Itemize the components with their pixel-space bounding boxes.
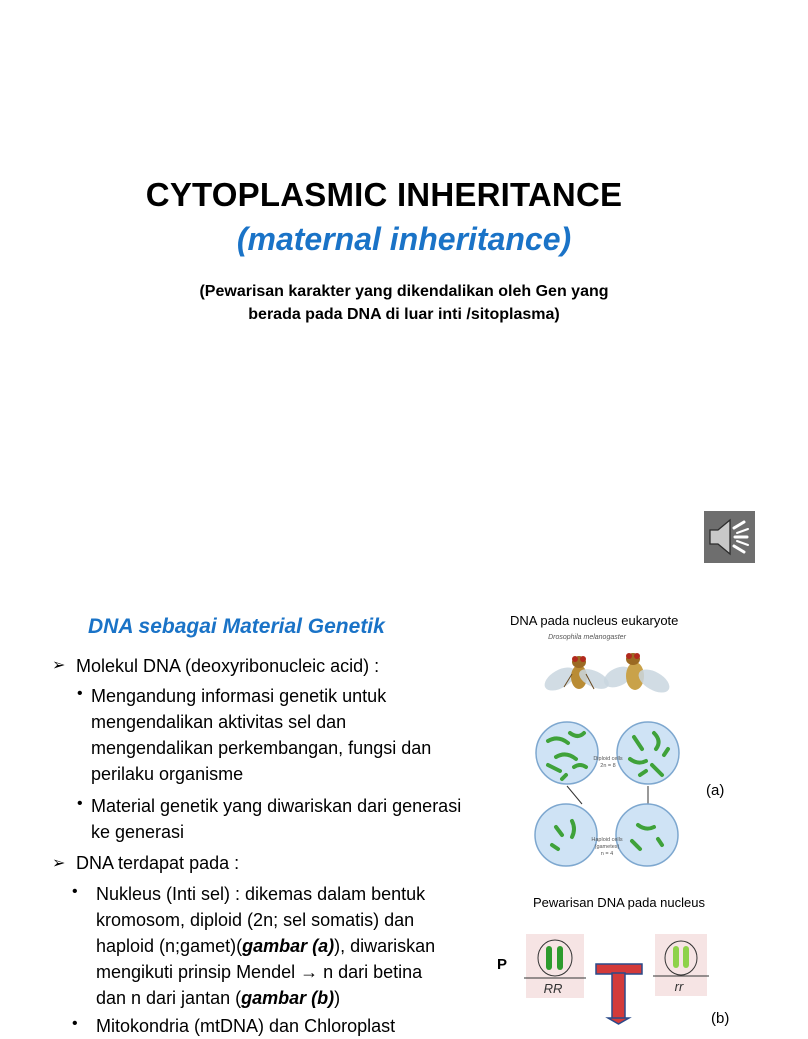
bullet-dot-icon: •	[72, 883, 78, 900]
ref-gambar-b: gambar (b)	[241, 988, 335, 1008]
chromosome-diagram	[522, 629, 692, 889]
figure-a-title: DNA pada nucleus eukaryote	[510, 613, 679, 628]
bullet-dna-terdapat: DNA terdapat pada :	[76, 853, 240, 873]
figure-b-label: (b)	[711, 1010, 730, 1027]
svg-text:RR: RR	[543, 981, 563, 996]
haploid-cell-female	[616, 804, 678, 866]
figure-b-title: Pewarisan DNA pada nucleus	[533, 895, 705, 910]
inheritance-diagram	[522, 932, 712, 1024]
bullet-dot-icon: •	[72, 1015, 78, 1032]
svg-text:n = 4: n = 4	[600, 851, 614, 857]
sub-bullet-mitokondria: Mitokondria (mtDNA) dan Chloroplast	[96, 1016, 396, 1036]
svg-text:(gametes): (gametes)	[594, 844, 620, 850]
figure-a-label: (a)	[706, 782, 725, 799]
svg-text:Haploid cells: Haploid cells	[591, 837, 623, 843]
haploid-cell-male	[535, 804, 597, 866]
slide-description	[180, 280, 628, 326]
bullet-molekul-dna: Molekul DNA (deoxyribonucleic acid) :	[76, 656, 380, 676]
arrow-right-icon: →	[300, 962, 319, 982]
section-heading: DNA sebagai Material Genetik	[88, 615, 385, 638]
slide-subtitle: (maternal inheritance)	[236, 221, 572, 257]
fly-female-icon	[601, 653, 674, 697]
diploid-cell-female	[617, 722, 679, 784]
svg-text:rr: rr	[674, 979, 684, 994]
species-label: Drosophila melanogaster	[548, 634, 626, 641]
description-line-1: (Pewarisan karakter yang dikendalikan oleh Gen yang	[199, 283, 609, 300]
arrow-bullet-icon: ➢	[52, 855, 66, 872]
sub-bullet-informasi: Mengandung informasi genetik untuk mengendalikan aktivitas sel dan mengendalikan perkembangan, fungsi dan perilaku organisme	[91, 686, 432, 784]
ref-gambar-a: gambar (a)	[242, 936, 335, 956]
sub-bullet-material: Material genetik yang diwariskan dari generasi ke generasi	[91, 796, 462, 842]
svg-text:2n = 8: 2n = 8	[600, 763, 616, 769]
speaker-icon[interactable]	[704, 511, 755, 563]
content-slide	[0, 576, 768, 1036]
sub-bullet-nukleus: Nukleus (Inti sel) : dikemas dalam bentuk kromosom, diploid (2n; sel somatis) dan haploid (n;gamet)(gambar (a)), diwariskan mengikuti prinsip Mendel → n dari betina dan n dari jantan (gambar (b))	[96, 884, 436, 1008]
slide-title: CYTOPLASMIC INHERITANCE	[145, 176, 623, 213]
parent-generation-label: P	[497, 956, 508, 973]
svg-text:Diploid cells: Diploid cells	[593, 756, 623, 762]
description-line-2: berada pada DNA di luar inti /sitoplasma)	[248, 306, 560, 323]
fly-male-icon	[541, 656, 612, 695]
bullet-dot-icon: •	[77, 795, 83, 812]
bullet-dot-icon: •	[77, 685, 83, 702]
arrow-bullet-icon: ➢	[52, 657, 66, 674]
